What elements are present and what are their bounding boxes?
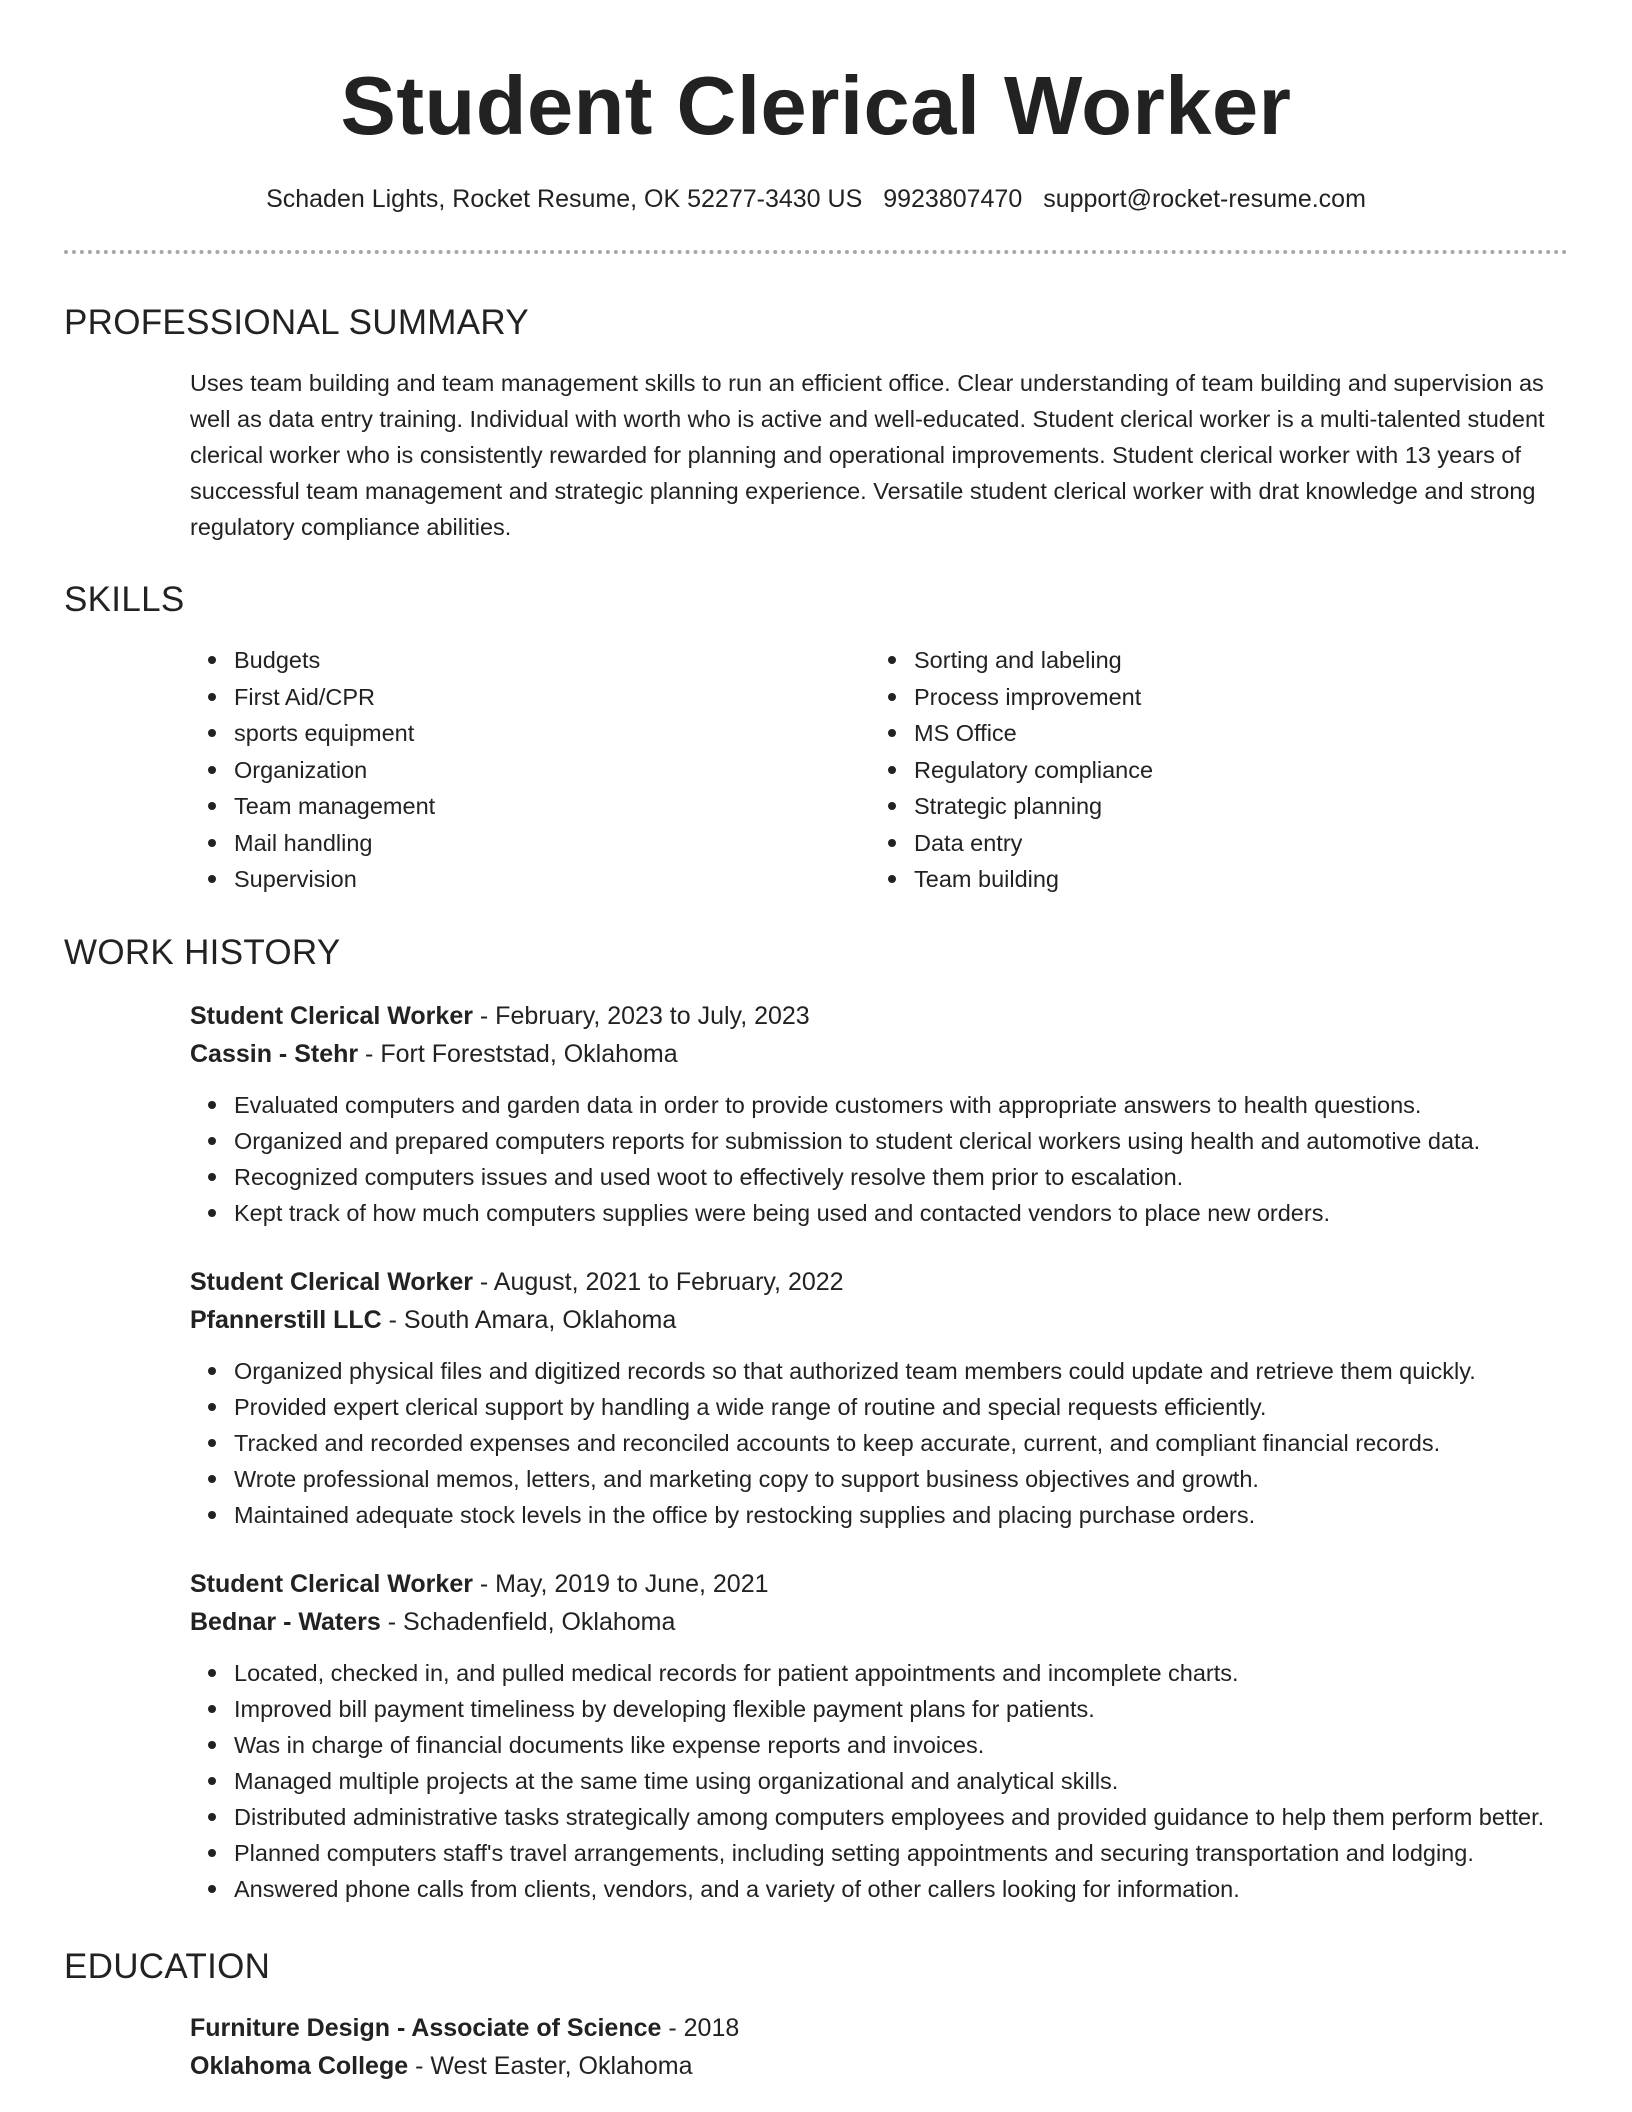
job-dates: - February, 2023 to July, 2023 — [472, 1001, 810, 1030]
job-bullet: Wrote professional memos, letters, and marketing copy to support business objectives and growth. — [190, 1461, 1568, 1497]
job-role: Student Clerical Worker — [190, 1267, 473, 1296]
summary-text: Uses team building and team management skills to run an efficient office. Clear understanding of team building and supervision as well as data entry training. Individual with worth who is active and well-educated. Student clerical worker is a multi-talented student clerical worker who is consistently rewarded for planning and operational improvements. Student clerical worker with 13 years of successful team management and strategic planning experience. Versatile student clerical worker with drat knowledge and strong regulatory compliance abilities. — [190, 370, 1545, 540]
skill-item: Data entry — [870, 825, 1550, 862]
job-bullet: Evaluated computers and garden data in order to provide customers with appropriate answers to health questions. — [190, 1087, 1568, 1123]
section-title-summary: PROFESSIONAL SUMMARY — [64, 303, 529, 342]
skill-item: Regulatory compliance — [870, 752, 1550, 789]
job-bullets — [190, 1353, 1568, 1533]
skill-item: Supervision — [190, 861, 870, 898]
job-role-line — [190, 1565, 1568, 1603]
job-bullet: Answered phone calls from clients, vendors, and a variety of other callers looking for information. — [190, 1871, 1568, 1907]
skill-item: Team building — [870, 861, 1550, 898]
skills-column-left — [190, 642, 870, 898]
job-bullet: Located, checked in, and pulled medical records for patient appointments and incomplete charts. — [190, 1655, 1568, 1691]
job-company: Bednar - Waters — [190, 1607, 381, 1636]
section-title-skills: SKILLS — [64, 580, 185, 619]
job-location: - Fort Foreststad, Oklahoma — [358, 1039, 678, 1068]
job-dates: - August, 2021 to February, 2022 — [472, 1267, 844, 1296]
skill-item: Organization — [190, 752, 870, 789]
skill-item: Team management — [190, 788, 870, 825]
contact-phone: 9923807470 — [883, 185, 1023, 213]
skill-item: Mail handling — [190, 825, 870, 862]
job-bullet: Organized physical files and digitized records so that authorized team members could update and retrieve them quickly. — [190, 1353, 1568, 1389]
job-bullet: Improved bill payment timeliness by developing flexible payment plans for patients. — [190, 1691, 1568, 1727]
job-bullet: Maintained adequate stock levels in the office by restocking supplies and placing purchase orders. — [190, 1497, 1568, 1533]
skill-item: First Aid/CPR — [190, 679, 870, 716]
job-bullet: Managed multiple projects at the same time using organizational and analytical skills. — [190, 1763, 1568, 1799]
job-dates: - May, 2019 to June, 2021 — [472, 1569, 769, 1598]
skill-item: Strategic planning — [870, 788, 1550, 825]
skill-item: sports equipment — [190, 715, 870, 752]
education-year: - 2018 — [661, 2013, 740, 2042]
skill-item: Sorting and labeling — [870, 642, 1550, 679]
education-degree-line — [190, 2009, 1568, 2047]
job-company: Pfannerstill LLC — [190, 1305, 382, 1334]
job-location: - South Amara, Oklahoma — [381, 1305, 677, 1334]
job-company-line — [190, 1035, 1568, 1073]
education-degree: Furniture Design - Associate of Science — [190, 2013, 662, 2042]
job-company-line — [190, 1301, 1568, 1339]
job-bullet: Recognized computers issues and used woot to effectively resolve them prior to escalation. — [190, 1159, 1568, 1195]
education-entry — [64, 2009, 1568, 2085]
education-location: - West Easter, Oklahoma — [408, 2051, 693, 2080]
candidate-name: Student Clerical Worker — [340, 59, 1292, 152]
job-bullet: Organized and prepared computers reports for submission to student clerical workers using health and automotive data. — [190, 1123, 1568, 1159]
job-company-line — [190, 1603, 1568, 1641]
contact-email: support@rocket-resume.com — [1043, 185, 1366, 213]
section-title-work-history: WORK HISTORY — [64, 932, 341, 972]
job-role: Student Clerical Worker — [190, 1001, 473, 1030]
skills-list — [64, 642, 1568, 898]
education-school: Oklahoma College — [190, 2051, 409, 2080]
job-role-line — [190, 1263, 1568, 1301]
contact-address: Schaden Lights, Rocket Resume, OK 52277-3430 US — [266, 185, 863, 213]
skills-column-right — [870, 642, 1550, 898]
job-bullets — [190, 1087, 1568, 1231]
job-entry — [64, 1263, 1568, 1533]
job-bullet: Was in charge of financial documents like expense reports and invoices. — [190, 1727, 1568, 1763]
skill-item: MS Office — [870, 715, 1550, 752]
job-bullets — [190, 1655, 1568, 1907]
job-bullet: Planned computers staff's travel arrangements, including setting appointments and securing transportation and lodging. — [190, 1835, 1568, 1871]
job-role-line — [190, 997, 1568, 1035]
skill-item: Budgets — [190, 642, 870, 679]
job-entry — [64, 1565, 1568, 1907]
header-divider — [64, 250, 1568, 254]
job-company: Cassin - Stehr — [190, 1039, 359, 1068]
job-bullet: Distributed administrative tasks strategically among computers employees and provided guidance to help them perform better. — [190, 1799, 1568, 1835]
education-school-line — [190, 2047, 1568, 2085]
job-bullet: Tracked and recorded expenses and reconciled accounts to keep accurate, current, and compliant financial records. — [190, 1425, 1568, 1461]
contact-line — [64, 182, 1568, 216]
job-bullet: Kept track of how much computers supplies were being used and contacted vendors to place new orders. — [190, 1195, 1568, 1231]
job-entry — [64, 997, 1568, 1231]
job-bullet: Provided expert clerical support by handling a wide range of routine and special requests efficiently. — [190, 1389, 1568, 1425]
job-role: Student Clerical Worker — [190, 1569, 473, 1598]
skill-item: Process improvement — [870, 679, 1550, 716]
section-title-education: EDUCATION — [64, 1946, 271, 1986]
job-location: - Schadenfield, Oklahoma — [380, 1607, 676, 1636]
